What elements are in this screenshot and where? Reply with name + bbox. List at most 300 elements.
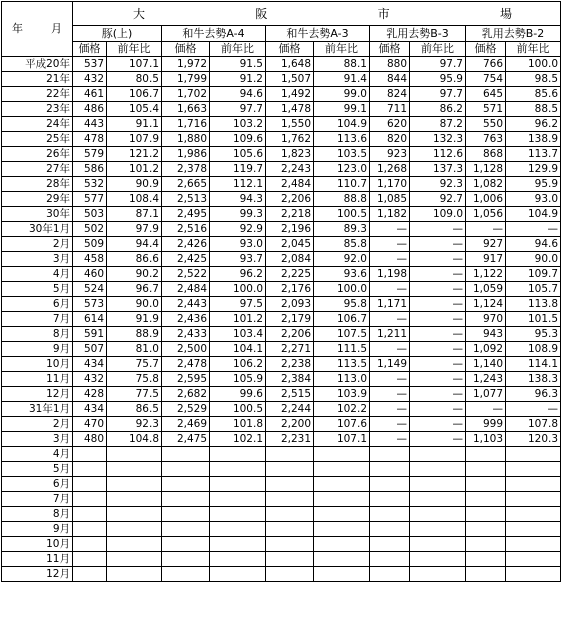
period-cell: 30年: [2, 207, 73, 222]
period-cell: 6月: [2, 477, 73, 492]
yoy-cell: —: [410, 372, 466, 387]
table-row: [2, 522, 561, 537]
table-row: [2, 117, 561, 132]
price-cell: [466, 492, 506, 507]
yoy-cell: 105.9: [210, 372, 266, 387]
yoy-cell: 103.4: [210, 327, 266, 342]
yoy-cell: —: [410, 267, 466, 282]
yoy-cell: 92.0: [314, 252, 370, 267]
price-cell: 2,378: [162, 162, 210, 177]
price-cell: —: [370, 432, 410, 447]
yoy-cell: 97.7: [410, 87, 466, 102]
yoy-cell: 81.0: [107, 342, 162, 357]
price-cell: 2,443: [162, 297, 210, 312]
price-cell: 1,986: [162, 147, 210, 162]
yoy-cell: 80.5: [107, 72, 162, 87]
yoy-cell: 91.1: [107, 117, 162, 132]
period-cell: 5月: [2, 282, 73, 297]
price-cell: [266, 462, 314, 477]
yoy-cell: [210, 522, 266, 537]
price-cell: 970: [466, 312, 506, 327]
price-cell: 478: [73, 132, 107, 147]
table-row: [2, 372, 561, 387]
yoy-cell: [210, 462, 266, 477]
price-cell: [466, 462, 506, 477]
yoy-cell: 95.9: [506, 177, 561, 192]
price-table: [1, 1, 561, 582]
price-cell: [466, 537, 506, 552]
table-row: [2, 432, 561, 447]
year-label: 年: [12, 22, 23, 35]
yoy-cell: [506, 507, 561, 522]
price-cell: [466, 447, 506, 462]
yoy-cell: 96.2: [210, 267, 266, 282]
yoy-cell: 106.2: [210, 357, 266, 372]
price-cell: [266, 477, 314, 492]
price-cell: [370, 567, 410, 582]
table-body: [2, 57, 561, 582]
yoy-cell: 95.9: [410, 72, 466, 87]
price-cell: 2,433: [162, 327, 210, 342]
yoy-cell: 100.0: [506, 57, 561, 72]
yoy-cell: 99.1: [314, 102, 370, 117]
price-cell: 1,880: [162, 132, 210, 147]
price-cell: 868: [466, 147, 506, 162]
price-cell: [266, 522, 314, 537]
yoy-cell: 102.1: [210, 432, 266, 447]
period-cell: 2月: [2, 417, 73, 432]
yoy-cell: 86.5: [107, 402, 162, 417]
price-cell: 1,268: [370, 162, 410, 177]
price-cell: 2,244: [266, 402, 314, 417]
yoy-cell: [506, 522, 561, 537]
yoy-cell: 107.1: [107, 57, 162, 72]
period-cell: 4月: [2, 447, 73, 462]
price-cell: [73, 492, 107, 507]
market-char: 大: [133, 6, 146, 21]
price-cell: —: [370, 222, 410, 237]
price-cell: 524: [73, 282, 107, 297]
price-cell: 1,124: [466, 297, 506, 312]
period-cell: 24年: [2, 117, 73, 132]
price-cell: [266, 447, 314, 462]
yoy-cell: —: [410, 252, 466, 267]
table-row: [2, 342, 561, 357]
price-cell: 711: [370, 102, 410, 117]
price-cell: 2,529: [162, 402, 210, 417]
price-cell: 432: [73, 372, 107, 387]
yoy-cell: [410, 477, 466, 492]
price-cell: 1,648: [266, 57, 314, 72]
yoy-cell: 97.9: [107, 222, 162, 237]
yoy-cell: 93.6: [314, 267, 370, 282]
price-cell: [370, 492, 410, 507]
yoy-cell: 138.9: [506, 132, 561, 147]
price-cell: —: [466, 402, 506, 417]
yoy-cell: —: [506, 222, 561, 237]
price-cell: —: [370, 237, 410, 252]
price-cell: 2,516: [162, 222, 210, 237]
yoy-cell: 105.6: [210, 147, 266, 162]
subheader-row: [2, 42, 561, 57]
yoy-cell: 107.1: [314, 432, 370, 447]
yoy-cell: 113.8: [506, 297, 561, 312]
table-row: [2, 237, 561, 252]
period-cell: 29年: [2, 192, 73, 207]
yoy-subheader: 前年比: [210, 42, 266, 57]
category-header: 和牛去勢A-4: [162, 26, 266, 42]
yoy-cell: 109.6: [210, 132, 266, 147]
yoy-subheader: 前年比: [410, 42, 466, 57]
yoy-cell: 92.9: [210, 222, 266, 237]
price-cell: 614: [73, 312, 107, 327]
yoy-cell: —: [410, 387, 466, 402]
table-row: [2, 57, 561, 72]
yoy-cell: [107, 522, 162, 537]
price-cell: 2,495: [162, 207, 210, 222]
price-cell: 1,823: [266, 147, 314, 162]
yoy-cell: [506, 492, 561, 507]
price-cell: [73, 462, 107, 477]
price-cell: [370, 477, 410, 492]
yoy-cell: 91.4: [314, 72, 370, 87]
table-row: [2, 387, 561, 402]
price-cell: 2,218: [266, 207, 314, 222]
price-cell: —: [370, 312, 410, 327]
yoy-cell: 100.0: [210, 282, 266, 297]
price-cell: 763: [466, 132, 506, 147]
yoy-cell: [314, 567, 370, 582]
price-cell: 2,425: [162, 252, 210, 267]
price-cell: 844: [370, 72, 410, 87]
price-cell: [370, 507, 410, 522]
period-cell: 9月: [2, 522, 73, 537]
price-cell: 2,196: [266, 222, 314, 237]
yoy-cell: [506, 477, 561, 492]
yoy-cell: 103.5: [314, 147, 370, 162]
yoy-cell: 104.1: [210, 342, 266, 357]
yoy-cell: 112.6: [410, 147, 466, 162]
price-cell: 2,595: [162, 372, 210, 387]
price-cell: [370, 462, 410, 477]
price-cell: 2,206: [266, 327, 314, 342]
price-cell: [266, 567, 314, 582]
table-row: [2, 507, 561, 522]
yoy-cell: —: [410, 432, 466, 447]
yoy-cell: 109.7: [506, 267, 561, 282]
table-row: [2, 327, 561, 342]
yoy-cell: 106.7: [107, 87, 162, 102]
market-header: [73, 2, 561, 26]
price-cell: 2,045: [266, 237, 314, 252]
price-cell: [466, 522, 506, 537]
price-cell: —: [466, 222, 506, 237]
price-cell: [73, 507, 107, 522]
market-char: 場: [499, 6, 512, 21]
price-cell: 754: [466, 72, 506, 87]
table-row: [2, 477, 561, 492]
yoy-cell: [210, 552, 266, 567]
price-cell: 486: [73, 102, 107, 117]
price-cell: 1,972: [162, 57, 210, 72]
yoy-cell: 101.2: [107, 162, 162, 177]
price-cell: [370, 522, 410, 537]
price-cell: 461: [73, 87, 107, 102]
yoy-cell: —: [410, 327, 466, 342]
price-cell: 1,492: [266, 87, 314, 102]
yoy-cell: 120.3: [506, 432, 561, 447]
price-cell: 2,238: [266, 357, 314, 372]
table-row: [2, 462, 561, 477]
yoy-cell: 94.4: [107, 237, 162, 252]
yoy-cell: 108.9: [506, 342, 561, 357]
yoy-cell: 104.9: [506, 207, 561, 222]
yoy-cell: [107, 492, 162, 507]
yoy-cell: [506, 537, 561, 552]
yoy-cell: —: [410, 297, 466, 312]
period-cell: 7月: [2, 312, 73, 327]
yoy-cell: 107.9: [107, 132, 162, 147]
price-cell: 943: [466, 327, 506, 342]
period-cell: 8月: [2, 507, 73, 522]
price-cell: 579: [73, 147, 107, 162]
price-cell: [370, 537, 410, 552]
price-cell: 1,149: [370, 357, 410, 372]
yoy-cell: 123.0: [314, 162, 370, 177]
price-cell: —: [370, 387, 410, 402]
price-cell: [266, 537, 314, 552]
price-cell: 1,140: [466, 357, 506, 372]
price-cell: 573: [73, 297, 107, 312]
period-cell: 7月: [2, 492, 73, 507]
price-cell: 1,182: [370, 207, 410, 222]
yoy-cell: [107, 507, 162, 522]
table-row: [2, 567, 561, 582]
yoy-cell: 92.7: [410, 192, 466, 207]
period-cell: 9月: [2, 342, 73, 357]
category-header: 豚(上): [73, 26, 162, 42]
price-cell: 1,059: [466, 282, 506, 297]
yoy-cell: 137.3: [410, 162, 466, 177]
price-cell: 1,478: [266, 102, 314, 117]
yoy-cell: 88.9: [107, 327, 162, 342]
price-cell: 2,515: [266, 387, 314, 402]
yoy-subheader: 前年比: [107, 42, 162, 57]
period-cell: 6月: [2, 297, 73, 312]
yoy-cell: [314, 447, 370, 462]
price-cell: 1,799: [162, 72, 210, 87]
price-table-container: [1, 1, 561, 582]
price-cell: 2,384: [266, 372, 314, 387]
price-cell: 537: [73, 57, 107, 72]
yoy-cell: 101.5: [506, 312, 561, 327]
price-cell: 1,243: [466, 372, 506, 387]
price-cell: 586: [73, 162, 107, 177]
yoy-cell: 87.2: [410, 117, 466, 132]
yoy-cell: 93.7: [210, 252, 266, 267]
period-cell: 10月: [2, 357, 73, 372]
price-cell: 443: [73, 117, 107, 132]
yoy-cell: [107, 477, 162, 492]
table-row: [2, 447, 561, 462]
table-row: [2, 207, 561, 222]
yoy-cell: [410, 492, 466, 507]
yoy-cell: 93.0: [210, 237, 266, 252]
period-cell: 平成20年: [2, 57, 73, 72]
yoy-cell: 92.3: [107, 417, 162, 432]
yoy-cell: 94.3: [210, 192, 266, 207]
yoy-cell: 93.0: [506, 192, 561, 207]
yoy-cell: 97.7: [410, 57, 466, 72]
yoy-cell: [210, 507, 266, 522]
yoy-cell: [107, 552, 162, 567]
yoy-cell: [506, 447, 561, 462]
price-cell: 434: [73, 402, 107, 417]
price-cell: [162, 507, 210, 522]
price-cell: [266, 507, 314, 522]
yoy-cell: —: [410, 312, 466, 327]
yoy-cell: —: [410, 237, 466, 252]
price-cell: 824: [370, 87, 410, 102]
period-cell: 3月: [2, 252, 73, 267]
yoy-cell: [410, 447, 466, 462]
price-cell: 2,093: [266, 297, 314, 312]
table-row: [2, 192, 561, 207]
yoy-cell: 97.7: [210, 102, 266, 117]
yoy-cell: 91.2: [210, 72, 266, 87]
price-cell: 2,426: [162, 237, 210, 252]
price-cell: 2,500: [162, 342, 210, 357]
price-cell: [466, 552, 506, 567]
price-subheader: 価格: [370, 42, 410, 57]
price-cell: [73, 522, 107, 537]
yoy-cell: —: [410, 222, 466, 237]
yoy-cell: 75.7: [107, 357, 162, 372]
yoy-cell: 138.3: [506, 372, 561, 387]
market-char: 阪: [255, 6, 268, 21]
yoy-cell: 100.5: [314, 207, 370, 222]
period-cell: 21年: [2, 72, 73, 87]
yoy-cell: [314, 477, 370, 492]
yoy-cell: [410, 552, 466, 567]
price-cell: 2,522: [162, 267, 210, 282]
category-header: 和牛去勢A-3: [266, 26, 370, 42]
price-cell: 1,663: [162, 102, 210, 117]
price-cell: 460: [73, 267, 107, 282]
period-cell: 22年: [2, 87, 73, 102]
table-row: [2, 222, 561, 237]
price-cell: 2,513: [162, 192, 210, 207]
yoy-cell: 90.0: [107, 297, 162, 312]
yoy-cell: [210, 537, 266, 552]
yoy-cell: [314, 492, 370, 507]
price-cell: 503: [73, 207, 107, 222]
yoy-cell: [314, 552, 370, 567]
yoy-cell: 94.6: [210, 87, 266, 102]
price-cell: 2,271: [266, 342, 314, 357]
period-cell: 2月: [2, 237, 73, 252]
price-cell: 1,085: [370, 192, 410, 207]
price-cell: [466, 477, 506, 492]
yoy-cell: [410, 507, 466, 522]
table-row: [2, 102, 561, 117]
price-cell: [266, 492, 314, 507]
price-cell: [370, 447, 410, 462]
yoy-cell: 96.2: [506, 117, 561, 132]
yoy-cell: [314, 537, 370, 552]
yoy-cell: 107.8: [506, 417, 561, 432]
yoy-cell: —: [410, 342, 466, 357]
price-cell: [73, 552, 107, 567]
yoy-cell: [107, 567, 162, 582]
yoy-cell: 100.5: [210, 402, 266, 417]
price-cell: [73, 537, 107, 552]
price-cell: 1,198: [370, 267, 410, 282]
table-row: [2, 72, 561, 87]
price-cell: 1,716: [162, 117, 210, 132]
period-cell: 3月: [2, 432, 73, 447]
yoy-subheader: 前年比: [314, 42, 370, 57]
price-cell: 2,682: [162, 387, 210, 402]
period-cell: 10月: [2, 537, 73, 552]
price-cell: [73, 477, 107, 492]
year-month-header: [2, 2, 73, 57]
price-cell: 917: [466, 252, 506, 267]
yoy-cell: 119.7: [210, 162, 266, 177]
price-cell: 432: [73, 72, 107, 87]
price-cell: 820: [370, 132, 410, 147]
price-cell: 2,084: [266, 252, 314, 267]
table-row: [2, 87, 561, 102]
yoy-cell: —: [410, 357, 466, 372]
price-cell: 1,082: [466, 177, 506, 192]
yoy-cell: 75.8: [107, 372, 162, 387]
table-row: [2, 177, 561, 192]
price-cell: [162, 567, 210, 582]
yoy-cell: [410, 462, 466, 477]
yoy-cell: 103.9: [314, 387, 370, 402]
yoy-cell: 109.0: [410, 207, 466, 222]
price-cell: [266, 552, 314, 567]
price-subheader: 価格: [73, 42, 107, 57]
period-cell: 11月: [2, 552, 73, 567]
yoy-cell: 96.3: [506, 387, 561, 402]
category-header: 乳用去勢B-2: [466, 26, 561, 42]
price-cell: 470: [73, 417, 107, 432]
price-cell: 1,092: [466, 342, 506, 357]
period-cell: 12月: [2, 567, 73, 582]
price-cell: —: [370, 372, 410, 387]
price-cell: 2,231: [266, 432, 314, 447]
yoy-cell: 97.5: [210, 297, 266, 312]
yoy-cell: 96.7: [107, 282, 162, 297]
yoy-cell: 103.2: [210, 117, 266, 132]
yoy-cell: 89.3: [314, 222, 370, 237]
price-cell: 923: [370, 147, 410, 162]
yoy-cell: 88.1: [314, 57, 370, 72]
period-cell: 11月: [2, 372, 73, 387]
yoy-cell: 100.0: [314, 282, 370, 297]
price-cell: 2,665: [162, 177, 210, 192]
yoy-cell: [210, 477, 266, 492]
price-cell: [162, 447, 210, 462]
yoy-cell: [210, 447, 266, 462]
table-row: [2, 402, 561, 417]
yoy-cell: [107, 537, 162, 552]
yoy-cell: 107.5: [314, 327, 370, 342]
price-cell: 509: [73, 237, 107, 252]
price-cell: 2,469: [162, 417, 210, 432]
